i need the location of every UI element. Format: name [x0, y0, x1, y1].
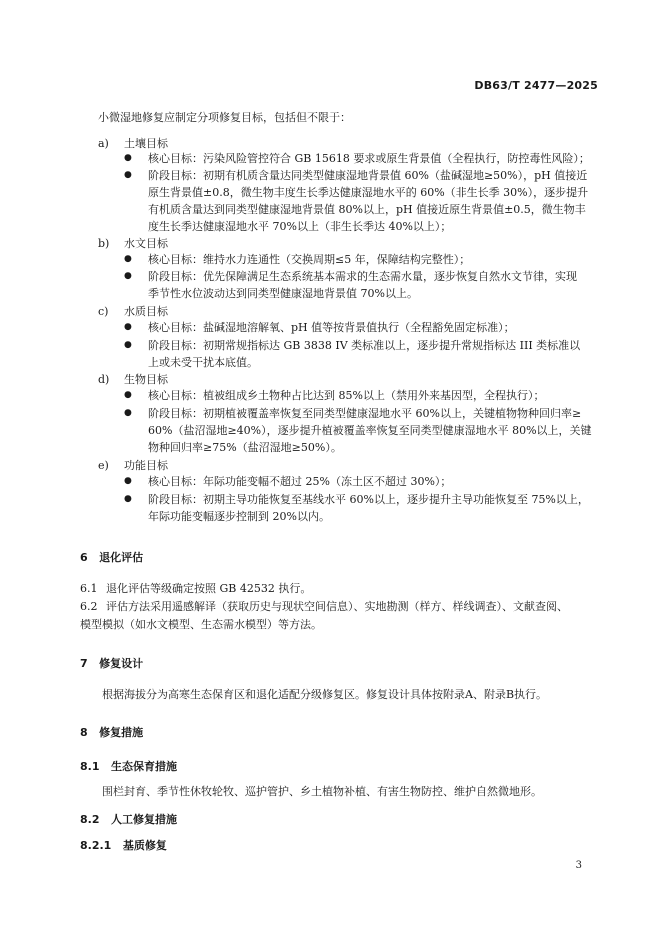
section-number: 6: [80, 551, 88, 564]
goal-b-core: 核心目标：维持水力连通性（交换周期≤5 年，保障结构完整性）；: [148, 253, 471, 266]
goal-a-stage-4: 度生长季达健康湿地水平 70%以上（非生长季达 40%以上）；: [148, 220, 452, 233]
section-6-1-text: 退化评估等级确定按照 GB 42532 执行。: [106, 582, 312, 595]
document-code: DB63/T 2477—2025: [474, 79, 598, 92]
goal-e-title: 功能目标: [124, 459, 168, 472]
section-8-1-heading: [80, 758, 177, 774]
section-number: 8: [80, 726, 88, 739]
goal-d-title: 生物目标: [124, 373, 168, 386]
bullet-icon: ●: [124, 254, 132, 264]
goal-e-stage-2: 年际功能变幅逐步控制到 20%以内。: [148, 510, 330, 523]
goal-c-stage-2: 上或未受干扰本底值。: [148, 356, 258, 369]
section-6-1-number: 6.1: [80, 582, 98, 595]
section-6-2-number: 6.2: [80, 600, 98, 613]
goal-e-stage-1: 阶段目标：初期主导功能恢复至基线水平 60%以上，逐步提升主导功能恢复至 75%以上，: [148, 493, 589, 506]
section-6-2-text-cont: 模型模拟（如水文模型、生态需水模型）等方法。: [80, 618, 322, 631]
section-number: 8.1: [80, 760, 100, 773]
bullet-icon: ●: [124, 340, 132, 350]
section-title: 生态保育措施: [111, 760, 177, 773]
bullet-icon: ●: [124, 494, 132, 504]
section-title: 修复措施: [99, 726, 144, 739]
bullet-icon: ●: [124, 322, 132, 332]
goal-a-title: 土壤目标: [124, 137, 168, 150]
goal-d-stage-1: 阶段目标：初期植被覆盖率恢复至同类型健康湿地水平 60%以上，关键植物物种回归率≥: [148, 407, 582, 420]
goal-a-stage-3: 有机质含量达到同类型健康湿地背景值 80%以上，pH 值接近原生背景值±0.5，微生物丰: [148, 203, 586, 216]
section-7-heading: [80, 655, 143, 671]
goal-d-stage-2: 60%（盐沼湿地≥40%），逐步提升植被覆盖率恢复至同类型健康湿地水平 80%以上，关键: [148, 424, 592, 437]
section-title: 退化评估: [99, 551, 144, 564]
bullet-icon: ●: [124, 476, 132, 486]
goal-c-marker: c): [98, 305, 109, 318]
section-number: 8.2.1: [80, 839, 112, 852]
section-6-heading: [80, 549, 143, 565]
goal-b-title: 水文目标: [124, 237, 168, 250]
section-8-heading: [80, 724, 143, 740]
goal-a-stage-2: 原生背景值±0.8，微生物丰度生长季达健康湿地水平的 60%（非生长季 30%），逐步提升: [148, 186, 589, 199]
section-number: 7: [80, 657, 88, 670]
intro-text: 小微湿地修复应制定分项修复目标，包括但不限于：: [98, 111, 351, 124]
goal-b-marker: b): [98, 237, 110, 250]
goal-c-stage-1: 阶段目标：初期常规指标达 GB 3838 IV 类标准以上，逐步提升常规指标达 III 类标准以: [148, 339, 581, 352]
bullet-icon: ●: [124, 390, 132, 400]
bullet-icon: ●: [124, 408, 132, 418]
section-8-1-text: 围栏封育、季节性休牧轮牧、巡护管护、乡土植物补植、有害生物防控、维护自然微地形。: [102, 785, 542, 798]
section-7-text: 根据海拔分为高寒生态保育区和退化适配分级修复区。修复设计具体按附录A、附录B执行。: [102, 688, 548, 701]
goal-e-marker: e): [98, 459, 109, 472]
goal-d-core: 核心目标：植被组成乡土物种占比达到 85%以上（禁用外来基因型，全程执行）；: [148, 389, 545, 402]
goal-b-stage-1: 阶段目标：优先保障满足生态系统基本需求的生态需水量，逐步恢复自然水文节律，实现: [148, 270, 577, 283]
section-8-2-heading: [80, 811, 177, 827]
goal-c-core: 核心目标：盐碱湿地溶解氧、pH 值等按背景值执行（全程豁免固定标准）；: [148, 321, 515, 334]
section-8-2-1-heading: [80, 837, 167, 853]
section-6-2-text: 评估方法采用遥感解译（获取历史与现状空间信息）、实地勘测（样方、样线调查）、文献查阅、: [106, 600, 568, 613]
goal-d-marker: d): [98, 373, 110, 386]
goal-d-stage-3: 物种回归率≥75%（盐沼湿地≥50%）。: [148, 441, 342, 454]
section-title: 修复设计: [99, 657, 144, 670]
section-title: 人工修复措施: [111, 813, 177, 826]
goal-c-title: 水质目标: [124, 305, 168, 318]
goal-a-stage-1: 阶段目标：初期有机质含量达同类型健康湿地背景值 60%（盐碱湿地≥50%），pH 值接近: [148, 169, 588, 182]
bullet-icon: ●: [124, 153, 132, 163]
bullet-icon: ●: [124, 271, 132, 281]
section-title: 基质修复: [122, 839, 167, 852]
bullet-icon: ●: [124, 170, 132, 180]
page-number: 3: [575, 860, 582, 871]
goal-a-marker: a): [98, 137, 109, 150]
goal-e-core: 核心目标：年际功能变幅不超过 25%（冻土区不超过 30%）；: [148, 475, 452, 488]
goal-b-stage-2: 季节性水位波动达到同类型健康湿地背景值 70%以上。: [148, 287, 418, 300]
goal-a-core: 核心目标：污染风险管控符合 GB 15618 要求或原生背景值（全程执行，防控毒性风险）；: [148, 152, 590, 165]
section-number: 8.2: [80, 813, 100, 826]
